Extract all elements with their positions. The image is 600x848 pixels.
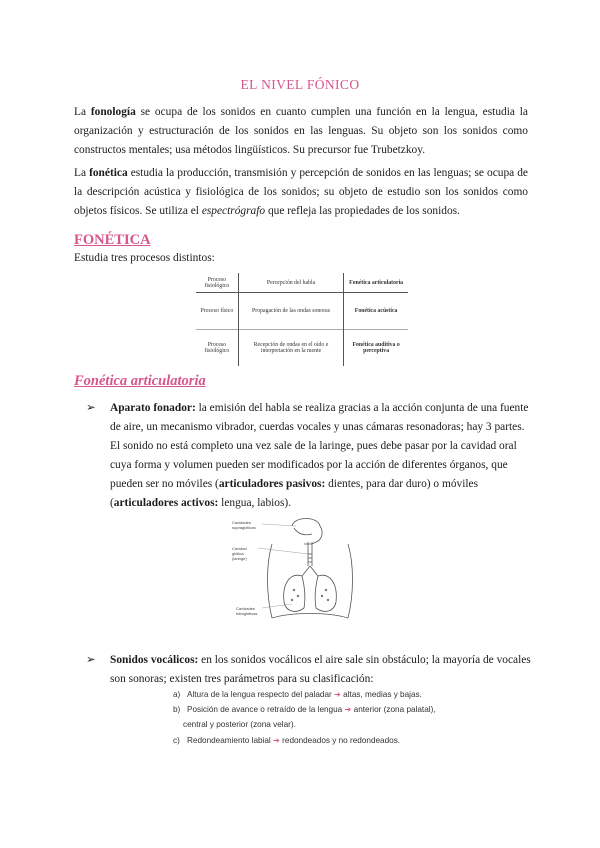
list-item — [183, 719, 296, 731]
diagram-label: Cavidades infraglóticas — [236, 606, 258, 616]
list-text: Redondeamiento labial — [187, 736, 274, 745]
bullet-aparato-fonador — [86, 399, 534, 513]
text-span: la emisión del habla se realiza gracias a la acción conjunta de una fuente de aire, un mecanismo vibrador, cuerdas vocales y unas cámaras resonadoras; hay 3 partes. El sonido no está completo una vez sale de la laringe, pues debe pasar por la cavidad oral cuya forma y volumen pueden ser modificados por la acción de diferentes órganos, que pueden ser no móviles ( — [110, 402, 529, 490]
text-span: en los sonidos vocálicos el aire sale sin obstáculo; la mayoría de vocales son sonoras; existen tres parámetros para su clasificación: — [110, 654, 531, 685]
table-cell: Proceso fisiológico — [196, 330, 238, 367]
arrow-right-icon: ➔ — [344, 705, 352, 714]
table-cell: Fonética auditiva o perceptiva — [344, 330, 408, 367]
page-title: EL NIVEL FÓNICO — [240, 77, 360, 92]
arrow-right-icon: ➔ — [334, 690, 341, 699]
table-row — [196, 330, 408, 367]
term-sonidos-vocalicos: Sonidos vocálicos: — [110, 654, 199, 666]
arrow-right-icon: ➔ — [273, 736, 280, 745]
bullet-sonidos-vocalicos — [86, 651, 534, 689]
intro-text: Estudia tres procesos distintos: — [74, 252, 215, 264]
list-marker: b) — [173, 705, 181, 714]
text-span: La — [74, 167, 90, 179]
list-item — [173, 735, 400, 747]
list-text: Altura de la lengua respecto del paladar — [187, 690, 335, 699]
text-span: que refleja las propiedades de los sonidos. — [265, 205, 460, 217]
paragraph-fonetica — [74, 164, 528, 221]
table-header-row — [196, 273, 408, 293]
diagram-label: Cavidades supraglóticas — [232, 520, 256, 530]
term-fonologia: fonología — [90, 106, 136, 118]
table-row — [196, 293, 408, 330]
list-text: Posición de avance o retraído de la lengua — [187, 705, 345, 714]
table-cell: Recepción de ondas en el oído e interpretación en la mente — [238, 330, 343, 367]
bullet-text — [86, 651, 534, 689]
table-cell: Proceso físico — [196, 293, 238, 330]
list-text: altas, medias y bajas. — [340, 690, 422, 699]
arrow-bullet-icon: ➢ — [86, 402, 96, 414]
paragraph-fonologia — [74, 103, 528, 160]
table-header-cell: Fonética articulatoria — [344, 273, 408, 293]
text-span: estudia la producción, transmisión y percepción de sonidos en las lenguas; se ocupa de la descripción acústica y fisiológica de los sonidos; su objeto de estudio son los sonidos como objetos físicos. Se utiliza el — [74, 167, 528, 217]
term-articuladores-activos: articuladores activos: — [113, 497, 219, 509]
vocal-apparatus-diagram — [232, 514, 372, 624]
list-marker: c) — [173, 736, 180, 745]
table-cell: Propagación de las ondas sonoras — [238, 293, 343, 330]
list-text: redondeados y no redondeados. — [279, 736, 401, 745]
term-fonetica: fonética — [89, 167, 128, 179]
list-item — [173, 689, 422, 701]
bullet-text — [86, 399, 534, 513]
arrow-bullet-icon: ➢ — [86, 654, 96, 666]
text-span: se ocupa de los sonidos en cuanto cumplen una función en la lengua, estudia la organización y estructuración de los sonidos en las lenguas. Su objeto son los sonidos como constructos mentales; usa métodos lingüísticos. Su precursor fue Trubetzkoy. — [74, 106, 528, 156]
table-header-cell: Proceso fisiológico — [196, 273, 238, 293]
table-cell: Fonética acústica — [344, 293, 408, 330]
term-aparato-fonador: Aparato fonador: — [110, 402, 196, 414]
section-heading-articulatoria: Fonética articulatoria — [74, 373, 206, 389]
section-heading-fonetica: FONÉTICA — [74, 232, 151, 248]
list-text: anterior (zona palatal), — [351, 705, 436, 714]
text-span: lengua, labios). — [218, 497, 292, 509]
procesos-table — [196, 273, 408, 366]
text-span: dientes, para dar duro) o móviles ( — [110, 478, 479, 509]
list-text: central y posterior (zona velar). — [183, 720, 296, 729]
term-articuladores-pasivos: articuladores pasivos: — [218, 478, 326, 490]
list-marker: a) — [173, 690, 181, 699]
table-header-cell: Percepción del habla — [238, 273, 343, 293]
list-item — [173, 704, 436, 716]
text-span: La — [74, 106, 91, 118]
term-espectrografo: espectrógrafo — [201, 205, 266, 217]
diagram-label: Cavidad glótica (laringe) — [232, 546, 247, 561]
